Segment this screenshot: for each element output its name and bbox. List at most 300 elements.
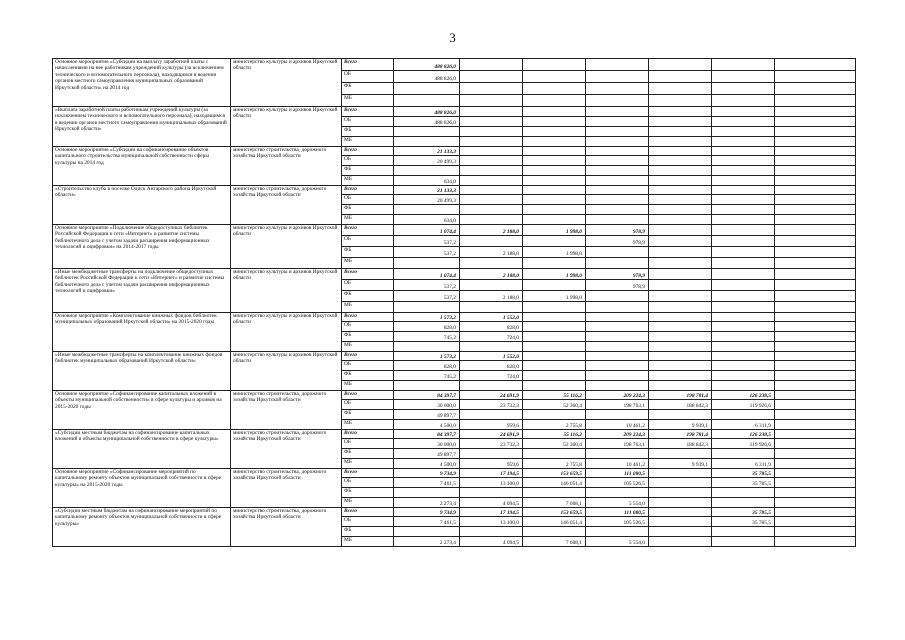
funding-source: ФБ — [342, 291, 394, 302]
funding-source: МБ — [342, 302, 394, 313]
amount-cell — [775, 280, 856, 291]
amount-cell — [460, 59, 523, 71]
amount-cell — [586, 410, 649, 420]
amount-cell — [649, 322, 712, 332]
amount-cell: 959,6 — [460, 420, 523, 430]
amount-cell — [523, 107, 586, 117]
amount-cell: 2 188,0 — [460, 291, 523, 302]
amount-cell: 1 998,0 — [523, 225, 586, 236]
amount-cell — [460, 215, 523, 225]
funding-source: ФБ — [342, 527, 394, 537]
amount-cell: 13 100,0 — [460, 517, 523, 527]
amount-cell — [649, 498, 712, 508]
responsible-executor: министерство строительства, дорожного хозяйства Иркутской области — [231, 391, 342, 430]
responsible-executor: министерство культуры и архивов Иркутской области — [231, 225, 342, 269]
funding-source: ОБ — [342, 322, 394, 332]
amount-cell — [523, 352, 586, 361]
amount-cell — [460, 137, 523, 147]
amount-cell — [649, 195, 712, 205]
funding-source: ФБ — [342, 332, 394, 342]
responsible-executor: министерство строительства, дорожного хозяйства Иркутской области — [231, 186, 342, 225]
amount-cell — [649, 449, 712, 459]
amount-cell — [523, 371, 586, 381]
funding-source: Всего — [342, 352, 394, 361]
amount-cell: 52 360,4 — [523, 400, 586, 410]
amount-cell: 537,2 — [394, 280, 460, 291]
amount-cell — [523, 449, 586, 459]
amount-cell: 1 998,0 — [523, 247, 586, 258]
amount-cell — [394, 302, 460, 313]
amount-cell — [712, 449, 775, 459]
amount-cell — [712, 215, 775, 225]
amount-cell — [586, 107, 649, 117]
amount-cell — [460, 176, 523, 186]
amount-cell — [775, 225, 856, 236]
responsible-executor: министерство культуры и архивов Иркутской области — [231, 269, 342, 313]
amount-cell — [586, 195, 649, 205]
page-number: 3 — [449, 30, 456, 45]
amount-cell — [712, 107, 775, 117]
amount-cell: 188 842,3 — [649, 439, 712, 449]
amount-cell — [712, 247, 775, 258]
funding-source: ОБ — [342, 439, 394, 449]
amount-cell: 1 573,2 — [394, 352, 460, 361]
amount-cell — [523, 205, 586, 215]
amount-cell: 724,0 — [460, 332, 523, 342]
amount-cell — [649, 269, 712, 280]
funding-source: МБ — [342, 459, 394, 469]
amount-cell: 1 074,4 — [394, 269, 460, 280]
funding-source: Всего — [342, 313, 394, 322]
table-row — [53, 508, 856, 517]
amount-cell — [460, 280, 523, 291]
funding-source: ОБ — [342, 400, 394, 410]
amount-cell — [460, 381, 523, 391]
measure-description: Основное мероприятие «Комплектование книжных фондов библиотек муниципальных образований Иркутской области» на 2015-2020 годы — [53, 313, 231, 352]
amount-cell: 30 000,0 — [394, 439, 460, 449]
table-row — [53, 107, 856, 117]
amount-cell — [394, 205, 460, 215]
amount-cell — [712, 117, 775, 127]
amount-cell — [649, 342, 712, 352]
amount-cell — [460, 205, 523, 215]
responsible-executor: министерство строительства, дорожного хозяйства Иркутской области — [231, 147, 342, 186]
amount-cell — [649, 236, 712, 247]
amount-cell — [649, 508, 712, 517]
amount-cell: 146 051,4 — [523, 517, 586, 527]
amount-cell: 828,0 — [394, 361, 460, 371]
amount-cell — [394, 258, 460, 269]
amount-cell: 9 939,1 — [649, 459, 712, 469]
amount-cell: 21 133,3 — [394, 147, 460, 156]
amount-cell — [712, 176, 775, 186]
amount-cell: 1 552,0 — [460, 352, 523, 361]
amount-cell — [649, 117, 712, 127]
amount-cell — [586, 302, 649, 313]
amount-cell — [649, 302, 712, 313]
amount-cell: 634,0 — [394, 176, 460, 186]
amount-cell: 537,2 — [394, 291, 460, 302]
amount-cell — [712, 195, 775, 205]
amount-cell — [460, 342, 523, 352]
amount-cell: 13 100,0 — [460, 478, 523, 488]
amount-cell — [523, 410, 586, 420]
amount-cell — [712, 498, 775, 508]
amount-cell: 745,2 — [394, 332, 460, 342]
amount-cell: 20 499,3 — [394, 156, 460, 166]
amount-cell — [649, 291, 712, 302]
amount-cell — [712, 258, 775, 269]
amount-cell — [775, 391, 856, 400]
amount-cell — [649, 71, 712, 83]
amount-cell — [712, 166, 775, 176]
amount-cell — [523, 322, 586, 332]
amount-cell — [712, 537, 775, 547]
amount-cell — [586, 371, 649, 381]
amount-cell — [775, 166, 856, 176]
amount-cell — [460, 302, 523, 313]
funding-source: ФБ — [342, 488, 394, 498]
amount-cell: 105 526,5 — [586, 478, 649, 488]
amount-cell — [712, 322, 775, 332]
amount-cell — [649, 83, 712, 95]
amount-cell — [586, 117, 649, 127]
amount-cell: 35 785,5 — [712, 478, 775, 488]
funding-source: ОБ — [342, 117, 394, 127]
funding-source: ФБ — [342, 127, 394, 137]
amount-cell — [775, 352, 856, 361]
amount-cell — [649, 156, 712, 166]
amount-cell: 9 939,1 — [649, 420, 712, 430]
amount-cell — [712, 381, 775, 391]
amount-cell: 978,9 — [586, 236, 649, 247]
amount-cell: 2 755,8 — [523, 459, 586, 469]
amount-cell — [460, 449, 523, 459]
amount-cell — [460, 236, 523, 247]
amount-cell — [394, 381, 460, 391]
amount-cell — [775, 147, 856, 156]
amount-cell — [712, 280, 775, 291]
amount-cell — [712, 291, 775, 302]
amount-cell — [523, 117, 586, 127]
amount-cell: 153 659,5 — [523, 508, 586, 517]
amount-cell — [712, 488, 775, 498]
amount-cell: 146 051,4 — [523, 478, 586, 488]
amount-cell — [775, 117, 856, 127]
amount-cell — [586, 332, 649, 342]
amount-cell — [586, 488, 649, 498]
amount-cell — [460, 258, 523, 269]
amount-cell: 111 080,5 — [586, 469, 649, 478]
amount-cell — [775, 430, 856, 439]
amount-cell: 1 998,0 — [523, 291, 586, 302]
amount-cell — [460, 410, 523, 420]
amount-cell: 55 116,2 — [523, 430, 586, 439]
amount-cell — [712, 236, 775, 247]
amount-cell — [394, 83, 460, 95]
amount-cell — [649, 166, 712, 176]
amount-cell — [394, 527, 460, 537]
amount-cell — [649, 107, 712, 117]
funding-source: ФБ — [342, 247, 394, 258]
funding-source: Всего — [342, 107, 394, 117]
amount-cell — [775, 83, 856, 95]
amount-cell: 959,6 — [460, 459, 523, 469]
amount-cell — [523, 166, 586, 176]
measure-description: Основное мероприятие «Субсидии на выплату заработной платы с начислениями на нее работникам учреждений культуры (за исключением технического и вспомогательного персонала), находящимся в ведении органов местного самоуправления муниципальных образований Иркутской области» на 2014 год — [53, 59, 231, 107]
amount-cell — [523, 527, 586, 537]
amount-cell: 20 499,3 — [394, 195, 460, 205]
amount-cell — [649, 352, 712, 361]
amount-cell: 537,2 — [394, 236, 460, 247]
amount-cell — [712, 137, 775, 147]
amount-cell: 828,0 — [460, 322, 523, 332]
funding-source: ФБ — [342, 83, 394, 95]
amount-cell — [460, 195, 523, 205]
amount-cell — [775, 478, 856, 488]
amount-cell — [523, 59, 586, 71]
amount-cell: 10 461,2 — [586, 459, 649, 469]
amount-cell: 198 781,4 — [649, 391, 712, 400]
measure-description: Основное мероприятие «Субсидии на софинансирование объектов капитального строительства муниципальной собственности сферы культуры на 2014 год — [53, 147, 231, 186]
amount-cell — [523, 71, 586, 83]
amount-cell: 1 074,4 — [394, 225, 460, 236]
amount-cell — [586, 215, 649, 225]
amount-cell — [394, 488, 460, 498]
amount-cell — [775, 186, 856, 195]
amount-cell: 2 273,4 — [394, 537, 460, 547]
amount-cell: 126 238,5 — [712, 430, 775, 439]
amount-cell — [523, 137, 586, 147]
amount-cell — [523, 147, 586, 156]
amount-cell — [649, 258, 712, 269]
amount-cell — [649, 313, 712, 322]
amount-cell — [775, 420, 856, 430]
amount-cell — [649, 186, 712, 195]
amount-cell — [712, 127, 775, 137]
amount-cell: 24 691,9 — [460, 430, 523, 439]
measure-description: «Строительство клуба в поселке Одиск Ангарского района Иркутской области» — [53, 186, 231, 225]
amount-cell — [712, 71, 775, 83]
amount-cell — [649, 478, 712, 488]
amount-cell — [712, 410, 775, 420]
amount-cell: 7 608,1 — [523, 498, 586, 508]
amount-cell — [523, 186, 586, 195]
amount-cell — [649, 488, 712, 498]
amount-cell — [712, 156, 775, 166]
amount-cell — [523, 280, 586, 291]
funding-source: Всего — [342, 147, 394, 156]
budget-table — [52, 58, 856, 547]
amount-cell: 49 897,7 — [394, 449, 460, 459]
measure-description: «Выплата заработной платы работникам учреждений культуры (за исключением технического и вспомогательного персонала), находящимся в ведении органов местного самоуправления муниципальных образований Иркутской области» — [53, 107, 231, 147]
amount-cell — [649, 517, 712, 527]
amount-cell: 84 397,7 — [394, 391, 460, 400]
amount-cell — [649, 371, 712, 381]
funding-source: Всего — [342, 508, 394, 517]
responsible-executor: министерство строительства, дорожного хозяйства Иркутской области — [231, 508, 342, 547]
funding-source: МБ — [342, 537, 394, 547]
funding-source: ФБ — [342, 449, 394, 459]
table-row — [53, 469, 856, 478]
amount-cell: 7 461,5 — [394, 478, 460, 488]
amount-cell: 55 116,2 — [523, 391, 586, 400]
funding-source: ФБ — [342, 410, 394, 420]
amount-cell: 35 785,5 — [712, 517, 775, 527]
amount-cell — [523, 258, 586, 269]
funding-source: Всего — [342, 186, 394, 195]
amount-cell — [712, 147, 775, 156]
amount-cell — [586, 166, 649, 176]
amount-cell: 35 785,5 — [712, 508, 775, 517]
funding-source: МБ — [342, 342, 394, 352]
amount-cell: 1 573,2 — [394, 313, 460, 322]
amount-cell — [523, 83, 586, 95]
amount-cell: 105 526,5 — [586, 517, 649, 527]
funding-source: ОБ — [342, 236, 394, 247]
amount-cell: 35 785,5 — [712, 469, 775, 478]
measure-description: «Иные межбюджетные трансферты на комплектование книжных фондов библиотек муниципальных образований Иркутской области» — [53, 352, 231, 391]
amount-cell — [586, 95, 649, 107]
amount-cell: 488 826,0 — [394, 107, 460, 117]
amount-cell: 6 311,9 — [712, 459, 775, 469]
amount-cell — [649, 361, 712, 371]
amount-cell — [586, 361, 649, 371]
funding-source: ОБ — [342, 280, 394, 291]
amount-cell: 537,2 — [394, 247, 460, 258]
amount-cell: 4 500,0 — [394, 459, 460, 469]
amount-cell — [649, 137, 712, 147]
amount-cell — [775, 291, 856, 302]
table-row — [53, 225, 856, 236]
amount-cell — [649, 469, 712, 478]
responsible-executor: министерство культуры и архивов Иркутской области — [231, 313, 342, 352]
amount-cell — [649, 332, 712, 342]
funding-source: Всего — [342, 59, 394, 71]
amount-cell: 119 926,6 — [712, 439, 775, 449]
amount-cell — [586, 83, 649, 95]
funding-source: Всего — [342, 469, 394, 478]
amount-cell: 126 238,5 — [712, 391, 775, 400]
amount-cell — [775, 410, 856, 420]
amount-cell — [775, 459, 856, 469]
amount-cell — [586, 352, 649, 361]
amount-cell — [775, 236, 856, 247]
measure-description: Основное мероприятие «Софинансирование мероприятий по капитальному ремонту объектов муниципальной собственности в сфере культуры» на 2015-2020 годы — [53, 469, 231, 508]
amount-cell: 2 188,0 — [460, 269, 523, 280]
amount-cell — [460, 156, 523, 166]
amount-cell — [649, 59, 712, 71]
amount-cell: 209 224,3 — [586, 391, 649, 400]
amount-cell — [775, 381, 856, 391]
responsible-executor: министерство строительства, дорожного хозяйства Иркутской области — [231, 469, 342, 508]
funding-source: Всего — [342, 391, 394, 400]
amount-cell — [523, 176, 586, 186]
amount-cell: 488 826,0 — [394, 59, 460, 71]
funding-source: МБ — [342, 381, 394, 391]
funding-source: ОБ — [342, 156, 394, 166]
amount-cell — [586, 449, 649, 459]
amount-cell — [523, 332, 586, 342]
amount-cell — [775, 215, 856, 225]
amount-cell: 6 311,9 — [712, 420, 775, 430]
amount-cell — [712, 205, 775, 215]
amount-cell — [586, 176, 649, 186]
amount-cell — [775, 156, 856, 166]
amount-cell — [649, 410, 712, 420]
amount-cell — [775, 195, 856, 205]
amount-cell — [775, 517, 856, 527]
amount-cell — [586, 147, 649, 156]
amount-cell — [523, 488, 586, 498]
amount-cell — [460, 71, 523, 83]
amount-cell — [394, 342, 460, 352]
amount-cell — [460, 117, 523, 127]
amount-cell: 23 732,3 — [460, 400, 523, 410]
funding-source: МБ — [342, 176, 394, 186]
amount-cell — [775, 313, 856, 322]
amount-cell: 5 554,0 — [586, 537, 649, 547]
amount-cell: 23 732,3 — [460, 439, 523, 449]
amount-cell — [775, 498, 856, 508]
amount-cell — [394, 137, 460, 147]
amount-cell: 111 080,5 — [586, 508, 649, 517]
amount-cell — [775, 107, 856, 117]
amount-cell — [775, 302, 856, 313]
amount-cell — [775, 137, 856, 147]
amount-cell — [712, 302, 775, 313]
amount-cell — [394, 166, 460, 176]
amount-cell — [649, 527, 712, 537]
amount-cell: 978,9 — [586, 269, 649, 280]
funding-source: ОБ — [342, 478, 394, 488]
amount-cell — [712, 332, 775, 342]
responsible-executor: министерство культуры и архивов Иркутской области — [231, 352, 342, 391]
table-row — [53, 430, 856, 439]
funding-source: ОБ — [342, 517, 394, 527]
amount-cell — [775, 247, 856, 258]
funding-source: ФБ — [342, 371, 394, 381]
funding-source: МБ — [342, 498, 394, 508]
amount-cell — [775, 95, 856, 107]
amount-cell — [775, 439, 856, 449]
amount-cell — [586, 127, 649, 137]
amount-cell — [712, 527, 775, 537]
amount-cell — [712, 269, 775, 280]
amount-cell — [460, 95, 523, 107]
amount-cell — [523, 381, 586, 391]
funding-source: Всего — [342, 225, 394, 236]
amount-cell — [523, 215, 586, 225]
amount-cell: 828,0 — [460, 361, 523, 371]
amount-cell — [460, 127, 523, 137]
table-row — [53, 391, 856, 400]
amount-cell — [460, 488, 523, 498]
amount-cell: 49 897,7 — [394, 410, 460, 420]
amount-cell: 488 826,0 — [394, 71, 460, 83]
amount-cell — [586, 342, 649, 352]
amount-cell — [586, 205, 649, 215]
amount-cell: 9 734,9 — [394, 469, 460, 478]
amount-cell: 24 691,9 — [460, 391, 523, 400]
amount-cell — [649, 381, 712, 391]
amount-cell — [712, 186, 775, 195]
amount-cell: 21 133,3 — [394, 186, 460, 195]
amount-cell — [775, 537, 856, 547]
amount-cell — [712, 95, 775, 107]
amount-cell — [649, 205, 712, 215]
table-row — [53, 59, 856, 71]
